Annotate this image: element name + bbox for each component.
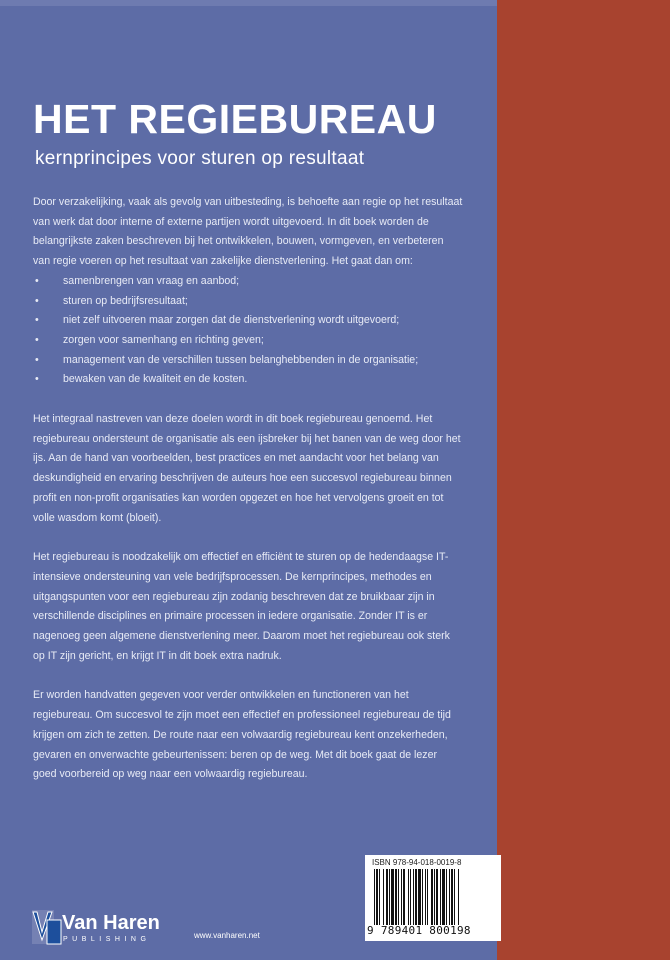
list-item: • niet zelf uitvoeren maar zorgen dat de dienstverlening wordt uitgevoerd; bbox=[33, 311, 463, 331]
barcode-bar bbox=[434, 869, 435, 925]
barcode bbox=[372, 869, 498, 925]
bullet-icon: • bbox=[35, 353, 39, 366]
barcode-bar bbox=[391, 869, 394, 925]
barcode-bar bbox=[379, 869, 380, 925]
paragraph-it: Het regiebureau is noodzakelijk om effectief en efficiënt te sturen op de hedendaagse IT-intensieve ondersteuning van vele bedrijfsprocessen. De kernprincipes, methodes en uitgangspunten voor een regiebureau zijn zodanig beschreven dat ze bruikbaar zijn in verschillende disciplines en primaire processen in iedere organisatie. Zonder IT is er nagenoeg geen algemene dienstverlening meer. Daarom moet het regiebureau ook sterk op IT zijn gericht, en krijgt IT in dit boek extra nadruk. bbox=[33, 551, 450, 662]
barcode-bar bbox=[395, 869, 397, 925]
barcode-bar bbox=[418, 869, 421, 925]
barcode-bar bbox=[440, 869, 441, 925]
barcode-bar bbox=[376, 869, 378, 925]
list-item: • bewaken van de kwaliteit en de kosten. bbox=[33, 370, 463, 390]
barcode-bar bbox=[410, 869, 411, 925]
barcode-bar bbox=[403, 869, 405, 925]
bullet-icon: • bbox=[35, 314, 39, 327]
barcode-bar bbox=[398, 869, 399, 925]
barcode-bar bbox=[425, 869, 426, 925]
barcode-bar bbox=[413, 869, 414, 925]
barcode-bar bbox=[446, 869, 447, 925]
barcode-bar bbox=[389, 869, 390, 925]
barcode-bar bbox=[401, 869, 402, 925]
barcode-bar bbox=[383, 869, 384, 925]
bullet-icon: • bbox=[35, 373, 39, 386]
bullet-icon: • bbox=[35, 294, 39, 307]
bullet-icon: • bbox=[35, 274, 39, 287]
bullet-icon: • bbox=[35, 333, 39, 346]
book-subtitle: kernprincipes voor sturen op resultaat bbox=[35, 148, 365, 169]
barcode-bar bbox=[386, 869, 388, 925]
barcode-bar bbox=[408, 869, 409, 925]
publisher-name: Van Haren bbox=[62, 912, 160, 934]
barcode-bar bbox=[442, 869, 445, 925]
publisher-url: www.vanharen.net bbox=[194, 931, 260, 940]
list-item: • sturen op bedrijfsresultaat; bbox=[33, 292, 463, 312]
goal-list bbox=[33, 272, 463, 390]
barcode-bar bbox=[436, 869, 438, 925]
barcode-bar bbox=[422, 869, 423, 925]
publisher-tagline: PUBLISHING bbox=[63, 936, 151, 943]
barcode-bar bbox=[454, 869, 455, 925]
barcode-bar bbox=[451, 869, 453, 925]
list-item: • samenbrengen van vraag en aanbod; bbox=[33, 272, 463, 292]
red-accent-band bbox=[497, 0, 670, 960]
list-item: • zorgen voor samenhang en richting geven; bbox=[33, 331, 463, 351]
book-title: HET REGIEBUREAU bbox=[33, 96, 437, 142]
barcode-bar bbox=[458, 869, 459, 925]
paragraph-regiebureau: Het integraal nastreven van deze doelen wordt in dit boek regiebureau genoemd. Het regiebureau ondersteunt de organisatie als een ijsbreker bij het banen van de weg door het ijs. Aan de hand van voorbeelden, best practices en met aandacht voor het belang van deskundigheid en ervaring beschrijven de auteurs hoe een succesvol regiebureau binnen profit en non-profit organisaties kan worden opgezet en hoe het vervolgens groeit en tot volle wasdom komt (bloeit). bbox=[33, 413, 461, 524]
intro-paragraph: Door verzakelijking, vaak als gevolg van uitbesteding, is behoefte aan regie op het resultaat van werk dat door interne of externe partijen wordt uitgevoerd. In dit boek worden de belangrijkste zaken beschreven bij het ontwikkelen, bouwen, vormgeven, en verbeteren van regie voeren op het resultaat van zakelijke dienstverlening. Het gaat dan om: bbox=[33, 196, 463, 268]
barcode-bar bbox=[415, 869, 417, 925]
barcode-bar bbox=[431, 869, 433, 925]
blurb-text bbox=[33, 193, 463, 785]
list-item: • management van de verschillen tussen belanghebbenden in de organisatie; bbox=[33, 351, 463, 371]
isbn-label: ISBN 978-94-018-0019-8 bbox=[372, 858, 462, 867]
paragraph-handvatten: Er worden handvatten gegeven voor verder ontwikkelen en functioneren van het regiebureau. Om succesvol te zijn moet een effectief en professioneel regiebureau de tijd krijgen om zich te zetten. De route naar een volwaardig regiebureau kent onzekerheden, gevaren en onverwachte gebeurtenissen: beren op de weg. Met dit boek gaat de lezer goed voorbereid op weg naar een volwaardig regiebureau. bbox=[33, 689, 451, 781]
barcode-bar bbox=[374, 869, 375, 925]
barcode-digits: 9 789401 800198 bbox=[367, 924, 471, 937]
barcode-bar bbox=[427, 869, 428, 925]
barcode-bar bbox=[449, 869, 450, 925]
